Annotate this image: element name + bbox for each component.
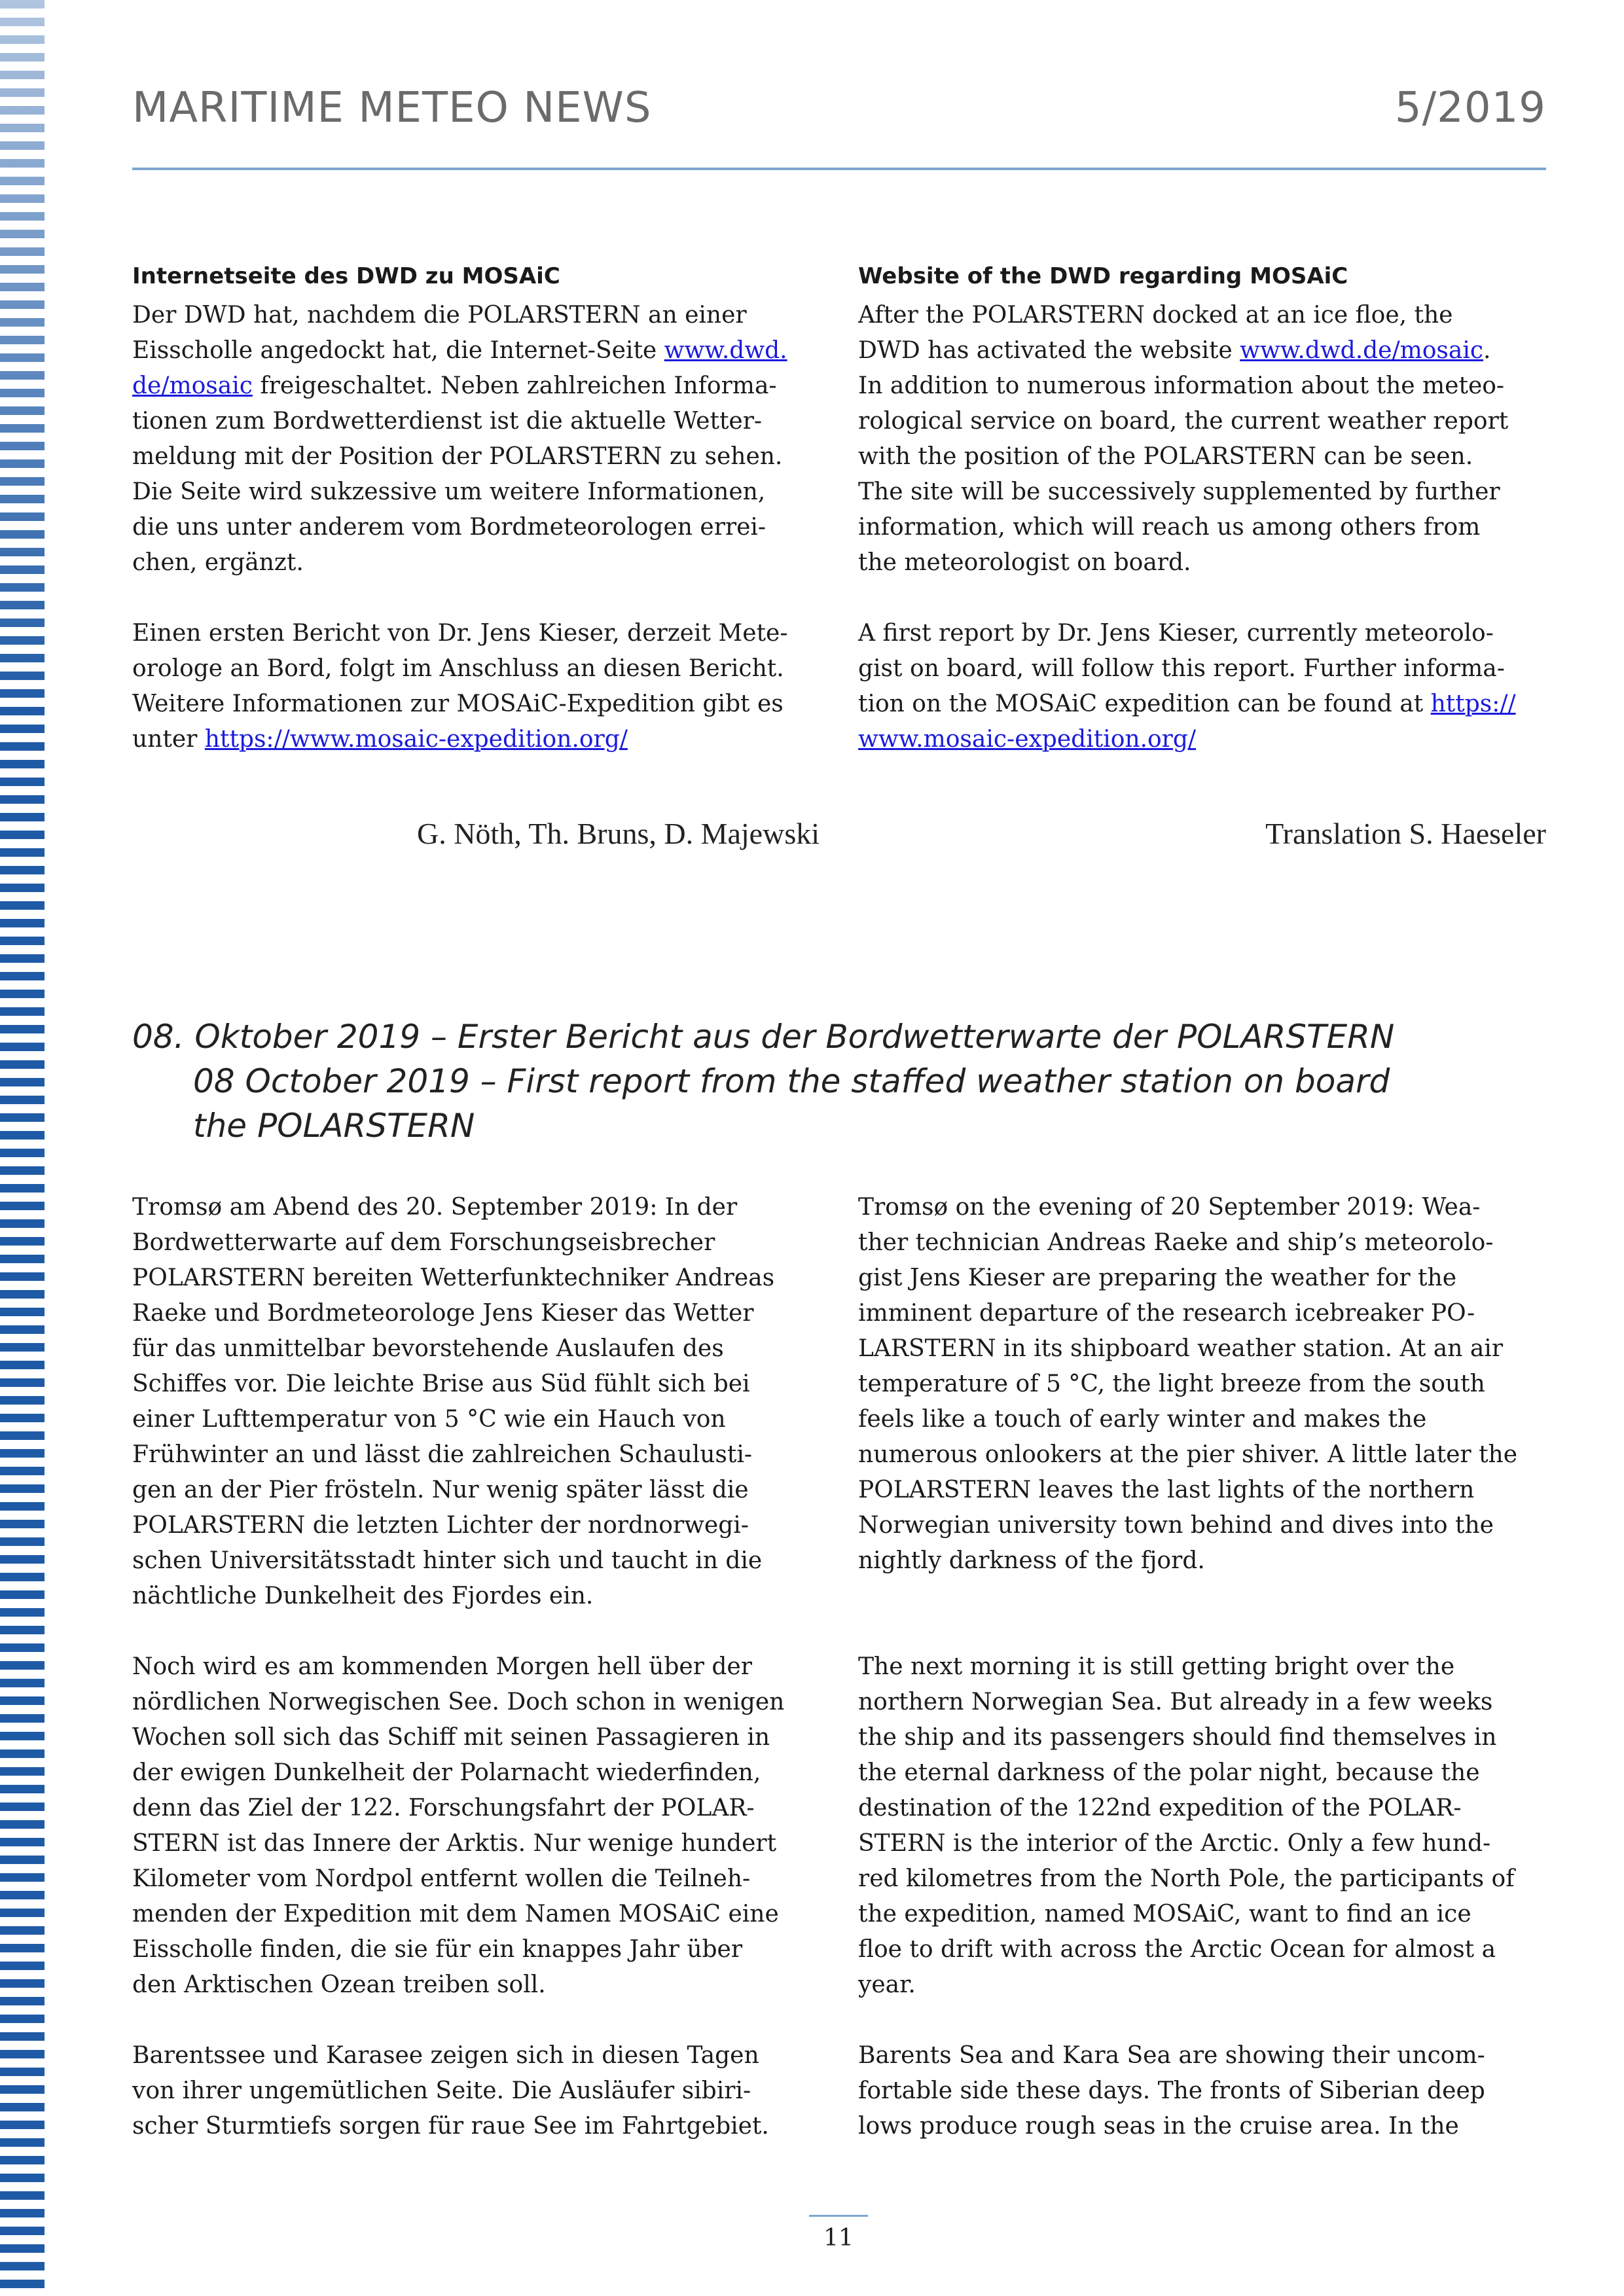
report-column-de bbox=[132, 1190, 820, 2144]
intro-heading-en: Website of the DWD regarding MOSAiC bbox=[858, 263, 1348, 289]
report-paragraph-de-3: Barentssee und Karasee zeigen sich in diesen Tagen von ihrer ungemütlichen Seite. Die Ausläufer sibiri- scher Sturmtiefs sorgen für raue See im Fahrtgebiet. bbox=[132, 2042, 769, 2140]
report-paragraph-de-1: Tromsø am Abend des 20. September 2019: In der Bordwetterwarte auf dem Forschungseisbrecher POLARSTERN bereiten Wetterfunktechniker Andreas Raeke und Bordmeteorologe Jens Kieser das Wetter für das unmittelbar bevorstehende Auslaufen des Schiffes vor. Die leichte Brise aus Süd fühlt sich bei einer Lufttemperatur von 5 °C wie ein Hauch von Frühwinter an und lässt die zahlreichen Schaulusti- gen an der Pier frösteln. Nur wenig später lässt die POLARSTERN die letzten Lichter der nordnorwegi- schen Universitätsstadt hinter sich und taucht in die nächtliche Dunkelheit des Fjordes ein. bbox=[132, 1194, 775, 1609]
header-divider bbox=[132, 168, 1546, 170]
dwd-mosaic-link-part2[interactable]: de/mosaic bbox=[132, 372, 253, 399]
report-title-en-line2: the POLARSTERN bbox=[193, 1107, 475, 1145]
intro-column-en bbox=[858, 259, 1545, 757]
report-title-de: 08. Oktober 2019 – Erster Bericht aus der Bordwetterwarte der POLARSTERN bbox=[132, 1018, 1395, 1056]
report-paragraph-en-2: The next morning it is still getting bright over the northern Norwegian Sea. But already in a few weeks the ship and its passengers should find themselves in the eternal darkness of the polar night, because the destination of the 122nd expedition of the POLAR- STERN is the interior of the Arctic. Only a few hund- red kilometres from the North Pole, the participants of the expedition, named MOSAiC, want to find an ice floe to drift with across the Arctic Ocean for almost a year. bbox=[858, 1653, 1515, 1998]
text-span: freigeschaltet. Neben zahlreichen Informa- tionen zum Bordwetterdienst ist die aktuelle Wetter- meldung mit der Position der POLARSTERN zu sehen. Die Seite wird sukzessive um weitere Informationen, die uns unter anderem vom Bordmeteorologen errei- chen, ergänzt. bbox=[132, 372, 783, 576]
text-span: . In addition to numerous information about the meteo- rological service on board, the current weather report with the position of the POLARSTERN can be seen. The site will be successively supplemented by further information, which will reach us among others from the meteorologist on board. bbox=[858, 337, 1509, 576]
report-paragraph-en-1: Tromsø on the evening of 20 September 2019: Wea- ther technician Andreas Raeke and ship’s meteorolo- gist Jens Kieser are preparing the weather for the imminent departure of the research icebreaker PO- LARSTERN in its shipboard weather station. At an air temperature of 5 °C, the light breeze from the south feels like a touch of early winter and makes the numerous onlookers at the pier shiver. A little later the POLARSTERN leaves the last lights of the northern Norwegian university town behind and dives into the nightly darkness of the fjord. bbox=[858, 1194, 1518, 1574]
dwd-mosaic-link-part1[interactable]: www.dwd. bbox=[664, 337, 787, 364]
dwd-mosaic-link[interactable]: www.dwd.de/mosaic bbox=[1240, 337, 1484, 364]
issue-number: 5/2019 bbox=[1394, 84, 1546, 132]
intro-column-de bbox=[132, 259, 820, 757]
author-signature: G. Nöth, Th. Bruns, D. Majewski bbox=[416, 817, 820, 850]
intro-paragraph-de-1 bbox=[132, 298, 820, 581]
mosaic-expedition-link-part2[interactable]: www.mosaic-expedition.org/ bbox=[858, 726, 1197, 753]
report-paragraph-de-2: Noch wird es am kommenden Morgen hell über der nördlichen Norwegischen See. Doch schon in wenigen Wochen soll sich das Schiff mit seinen Passagieren in der ewigen Dunkelheit der Polarnacht wiederfinden, denn das Ziel der 122. Forschungsfahrt der POLAR- STERN ist das Innere der Arktis. Nur wenige hundert Kilometer vom Nordpol entfernt wollen die Teilneh- menden der Expedition mit dem Namen MOSAiC eine Eisscholle finden, die sie für ein knappes Jahr über den Arktischen Ozean treiben soll. bbox=[132, 1653, 785, 1998]
report-title-en-line1: 08 October 2019 – First report from the staffed weather station on board bbox=[193, 1062, 1390, 1100]
publication-title: MARITIME METEO NEWS bbox=[132, 84, 652, 132]
text-span: After the POLARSTERN docked at an ice floe, the DWD has activated the website bbox=[858, 302, 1453, 364]
translator-signature: Translation S. Haeseler bbox=[1265, 817, 1546, 850]
mosaic-expedition-link-part1[interactable]: https:// bbox=[1430, 691, 1516, 717]
decorative-stripe-fade bbox=[0, 0, 45, 720]
report-title bbox=[132, 1014, 1441, 1148]
page-header bbox=[132, 84, 1546, 136]
page-number-rule-top bbox=[809, 2215, 868, 2217]
intro-paragraph-en-2 bbox=[858, 616, 1545, 757]
report-paragraph-en-3: Barents Sea and Kara Sea are showing their uncom- fortable side these days. The fronts of Siberian deep lows produce rough seas in the cruise area. In the bbox=[858, 2042, 1485, 2140]
text-span: A first report by Dr. Jens Kieser, currently meteorolo- gist on board, will follow this report. Further informa- tion on the MOSAiC expedition can be found at bbox=[858, 620, 1505, 717]
report-column-en bbox=[858, 1190, 1545, 2144]
text-span: Der DWD hat, nachdem die POLARSTERN an einer Eisscholle angedockt hat, die Internet-Seite bbox=[132, 302, 747, 364]
intro-heading-de: Internetseite des DWD zu MOSAiC bbox=[132, 263, 560, 289]
mosaic-expedition-link[interactable]: https://www.mosaic-expedition.org/ bbox=[204, 726, 628, 753]
text-span: Einen ersten Bericht von Dr. Jens Kieser, derzeit Mete- orologe an Bord, folgt im Anschluss an diesen Bericht. Weitere Informationen zur MOSAiC-Expedition gibt es unter bbox=[132, 620, 788, 753]
intro-paragraph-de-2 bbox=[132, 616, 820, 757]
page-number: 11 bbox=[823, 2225, 854, 2251]
intro-paragraph-en-1 bbox=[858, 298, 1545, 581]
